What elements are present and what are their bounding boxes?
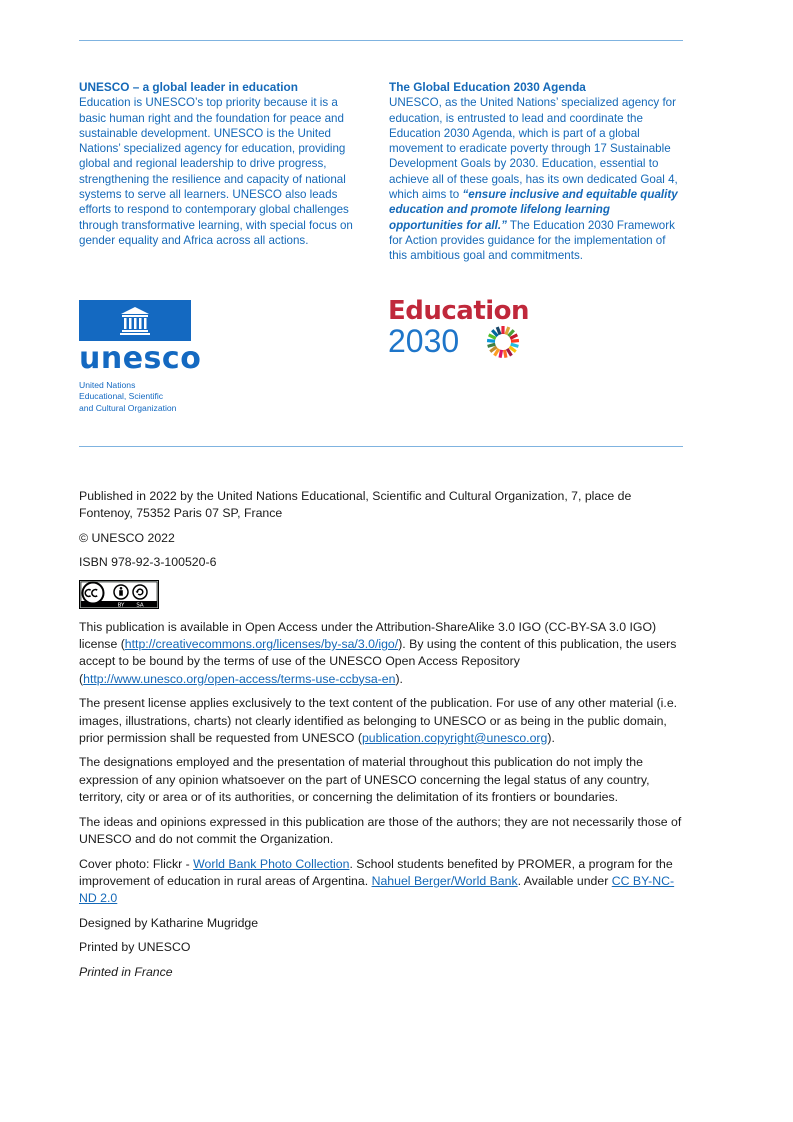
copyright-email-link[interactable]: publication.copyright@unesco.org [361,730,548,745]
sa-icon [133,585,147,599]
cc-sa-label: SA [136,602,144,609]
unesco-subtitle-line-1: United Nations [79,380,136,390]
copyright-line: © UNESCO 2022 [79,530,175,545]
education-2030-heading: The Global Education 2030 Agenda [389,80,586,94]
goal-4-quote: “ensure inclusive and equitable quality education and promote lifelong learning opportunities for all.” [389,188,678,232]
sdg-wheel-segment [511,339,519,343]
cc-by-nc-nd-link[interactable]: CC BY-NC-ND 2.0 [79,873,675,906]
world-bank-photo-link[interactable]: World Bank Photo Collection [193,856,350,871]
printed-in-line: Printed in France [79,964,173,979]
imprint-section [79,488,683,989]
unesco-subtitle-line-2: Educational, Scientific [79,391,164,402]
license-text-2: ). By using the content of this publication, the users accept to be bound by the terms of use of the UNESCO Open Access Repository ( [79,637,677,686]
education-wordmark: Education [388,296,530,326]
cover-text-2: . School students benefited by PROMER, a program for the improvement of education in rural areas of Argentina. [79,856,673,888]
education-2030-logo [388,296,548,360]
cover-text-1: Cover photo: Flickr - [79,856,194,871]
cc-by-label: BY [117,602,125,609]
opinions-paragraph: The ideas and opinions expressed in this publication are those of the authors; they are not necessarily those of UNESCO and do not commit the Organization. [79,814,682,846]
license-text-3: ). [395,671,403,686]
sdg-wheel-icon [483,322,523,362]
printer-line: Printed by UNESCO [79,940,191,955]
designations-paragraph: The designations employed and the presentation of material throughout this publication do not imply the expression of any opinion whatsoever on the part of UNESCO concerning the legal status of any country, territory, city or area or of its authorities, or concerning the delimitation of its frontiers or boundaries. [79,755,650,805]
middle-divider [79,446,683,447]
present-license-text-1: The present license applies exclusively to the text content of the publication. For use of any other material (i.e. images, illustrations, charts) not clearly identified as belonging to UNESCO or as being in the public domain, prior permission shall be requested from UNESCO ( [79,696,678,745]
unesco-emblem-box [79,300,191,341]
photographer-link[interactable]: Nahuel Berger/World Bank [371,873,518,888]
unesco-leader-column [79,80,359,248]
unesco-leader-heading: UNESCO – a global leader in education [79,80,298,94]
isbn-line: ISBN 978-92-3-100520-6 [79,555,217,570]
education-2030-body [389,95,685,263]
top-divider [79,40,683,41]
publisher-line: Published in 2022 by the United Nations Educational, Scientific and Cultural Organization, 7, place de Fontenoy, 75352 Paris 07 SP, France [79,489,632,521]
present-license-text-2: ). [547,730,555,745]
sdg-wheel-segment [487,339,495,343]
cover-text-3: . Available under [517,873,612,888]
temple-icon [79,300,191,341]
open-access-link[interactable]: http://www.unesco.org/open-access/terms-use-ccbysa-en [83,671,396,686]
year-wordmark: 2030 [388,323,460,359]
designer-line: Designed by Katharine Mugridge [79,915,259,930]
present-license-paragraph [79,695,683,747]
cc-license-link[interactable]: http://creativecommons.org/licenses/by-sa/3.0/igo/ [124,637,399,652]
unesco-leader-body: Education is UNESCO’s top priority because it is a basic human right and the foundation for peace and sustainable development. UNESCO is the United Nations’ specialized agency for education, providing global and regional leadership to drive progress, strengthening the resilience and capacity of national systems to serve all learners. UNESCO also leads efforts to respond to contemporary global challenges through transformative learning, with special focus on gender equality and Africa across all actions. [79,96,353,247]
cover-photo-paragraph [79,856,683,908]
education-2030-column [389,80,685,264]
education-2030-body-start: UNESCO, as the United Nations’ specialized agency for education, is entrusted to lead and coordinate the Education 2030 Agenda, which is part of a global movement to eradicate poverty through 17 Sustainable Development Goals by 2030. Education, essential to achieve all of these goals, has its own dedicated Goal 4, which aims to [389,96,678,202]
education-2030-body-end: The Education 2030 Framework for Action provides guidance for the implementation of this ambitious goal and commitments. [389,218,675,263]
unesco-logo [79,300,202,414]
cc-by-sa-badge [79,580,159,609]
unesco-subtitle [79,380,199,414]
license-text-1: This publication is available in Open Access under the Attribution-ShareAlike 3.0 IGO (CC-BY-SA 3.0 IGO) license ( [79,619,657,652]
sdg-wheel-segment [501,326,504,334]
license-paragraph [79,619,683,688]
unesco-subtitle-line-3: and Cultural Organization [79,402,177,413]
unesco-wordmark: unesco [79,341,202,376]
